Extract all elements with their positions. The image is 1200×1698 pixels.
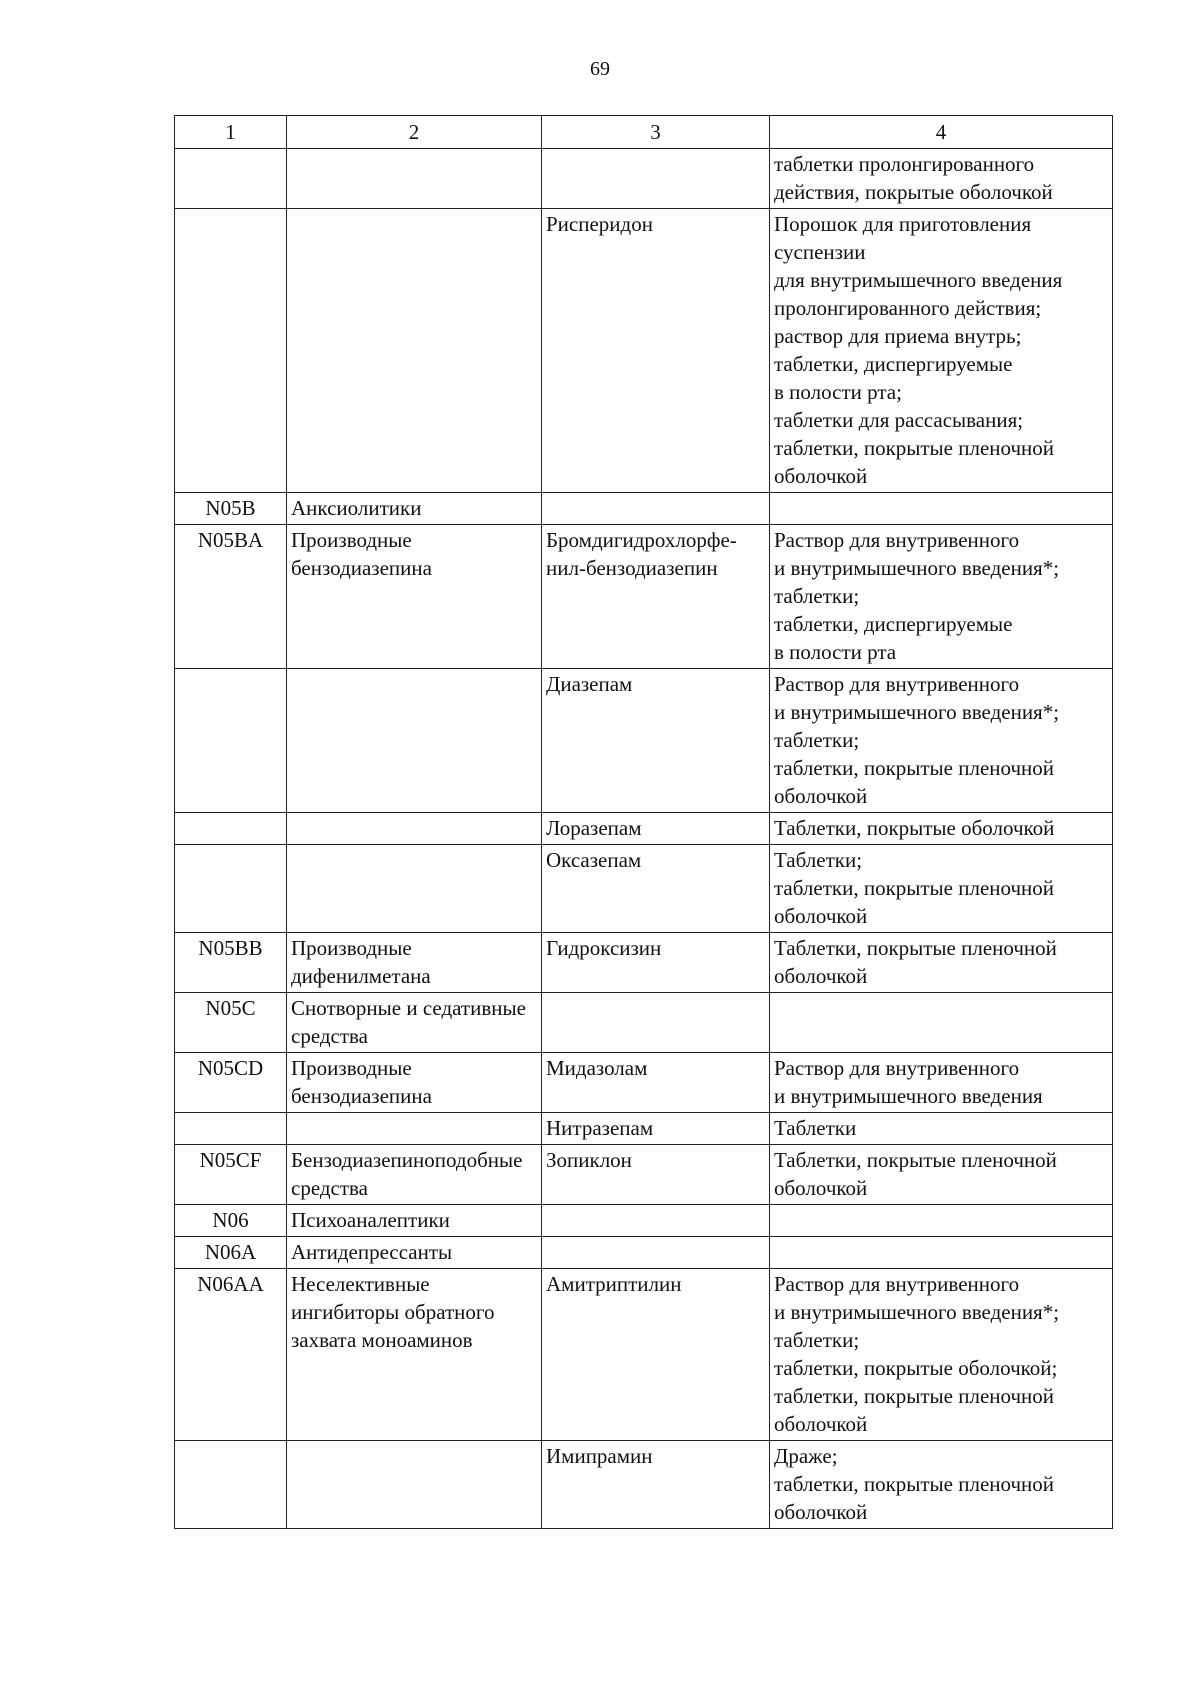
dosage-form-line: таблетки для рассасывания; [774, 408, 1024, 432]
group-name-cell [287, 1441, 542, 1529]
dosage-forms-cell [770, 493, 1113, 525]
dosage-form-line: для внутримышечного введения [774, 268, 1063, 292]
dosage-forms-cell [770, 1113, 1113, 1145]
atc-code-cell: N06A [175, 1237, 287, 1269]
group-name-cell [287, 209, 542, 493]
dosage-form-line: действия, покрытые оболочкой [774, 180, 1053, 204]
dosage-forms-cell [770, 669, 1113, 813]
substance-cell: Мидазолам [542, 1053, 770, 1113]
dosage-forms-cell [770, 845, 1113, 933]
atc-code-cell: N05CD [175, 1053, 287, 1113]
dosage-forms-cell [770, 209, 1113, 493]
page-number: 69 [590, 58, 610, 80]
dosage-form-line: Раствор для внутривенного [774, 1272, 1020, 1296]
dosage-form-line: таблетки, покрытые пленочной [774, 876, 1055, 900]
dosage-form-line: Раствор для внутривенного [774, 672, 1020, 696]
atc-code-cell [175, 1441, 287, 1529]
dosage-form-line: и внутримышечного введения*; [774, 556, 1060, 580]
atc-code-cell [175, 1113, 287, 1145]
table-row [175, 1269, 1113, 1441]
substance-cell: Амитриптилин [542, 1269, 770, 1441]
substance-cell: Оксазепам [542, 845, 770, 933]
dosage-form-line: в полости рта; [774, 380, 902, 404]
dosage-form-line: Таблетки, покрытые оболочкой [774, 816, 1055, 840]
group-name-cell [287, 845, 542, 933]
dosage-form-line: оболочкой [774, 784, 868, 808]
dosage-form-line: таблетки, покрытые оболочкой; [774, 1356, 1058, 1380]
table-row [175, 1237, 1113, 1269]
dosage-form-line: таблетки, покрытые пленочной [774, 1472, 1055, 1496]
atc-code-cell: N06 [175, 1205, 287, 1237]
dosage-form-line: оболочкой [774, 1500, 868, 1524]
group-name-cell [287, 1113, 542, 1145]
group-name-cell: Неселективные ингибиторы обратного захвата моноаминов [287, 1269, 542, 1441]
table-row [175, 149, 1113, 209]
table-row [175, 933, 1113, 993]
dosage-forms-cell [770, 1269, 1113, 1441]
table-row [175, 845, 1113, 933]
table-row [175, 813, 1113, 845]
dosage-form-line: таблетки; [774, 728, 860, 752]
dosage-forms-cell [770, 1205, 1113, 1237]
table-row [175, 493, 1113, 525]
table-body [175, 149, 1113, 1529]
table-header [175, 116, 1113, 149]
dosage-form-line: таблетки, покрытые пленочной [774, 756, 1055, 780]
dosage-form-line: Драже; [774, 1444, 838, 1468]
dosage-form-line: Таблетки, покрытые пленочной [774, 1148, 1057, 1172]
table-row [175, 1205, 1113, 1237]
dosage-form-line: раствор для приема внутрь; [774, 324, 1022, 348]
atc-code-cell [175, 845, 287, 933]
atc-code-cell [175, 813, 287, 845]
substance-cell [542, 993, 770, 1053]
dosage-form-line: Таблетки; [774, 848, 863, 872]
table-row [175, 993, 1113, 1053]
group-name-cell [287, 669, 542, 813]
table-row [175, 1053, 1113, 1113]
group-name-cell: Производные бензодиазепина [287, 525, 542, 669]
group-name-cell: Психоаналептики [287, 1205, 542, 1237]
header-col-4: 4 [770, 116, 1113, 149]
table-row [175, 669, 1113, 813]
dosage-form-line: и внутримышечного введения*; [774, 1300, 1060, 1324]
header-row [175, 116, 1113, 149]
dosage-forms-cell [770, 525, 1113, 669]
atc-code-cell [175, 209, 287, 493]
dosage-form-line: и внутримышечного введения*; [774, 700, 1060, 724]
substance-cell: Лоразепам [542, 813, 770, 845]
dosage-form-line: таблетки; [774, 584, 860, 608]
atc-code-cell: N06AA [175, 1269, 287, 1441]
dosage-form-line: таблетки, диспергируемые [774, 612, 1013, 636]
dosage-form-line: Порошок для приготовления [774, 212, 1032, 236]
substance-cell: Рисперидон [542, 209, 770, 493]
dosage-form-line: оболочкой [774, 964, 868, 988]
group-name-cell [287, 149, 542, 209]
atc-code-cell: N05CF [175, 1145, 287, 1205]
header-col-1: 1 [175, 116, 287, 149]
dosage-form-line: Раствор для внутривенного [774, 1056, 1020, 1080]
group-name-cell: Бензодиазепиноподобные средства [287, 1145, 542, 1205]
dosage-forms-cell [770, 1053, 1113, 1113]
dosage-form-line: оболочкой [774, 1176, 868, 1200]
group-name-cell: Снотворные и седативные средства [287, 993, 542, 1053]
dosage-form-line: пролонгированного действия; [774, 296, 1042, 320]
atc-code-cell: N05B [175, 493, 287, 525]
group-name-cell: Антидепрессанты [287, 1237, 542, 1269]
dosage-forms-cell [770, 149, 1113, 209]
dosage-form-line: Раствор для внутривенного [774, 528, 1020, 552]
table-row [175, 525, 1113, 669]
dosage-form-line: оболочкой [774, 464, 868, 488]
header-col-3: 3 [542, 116, 770, 149]
dosage-form-line: таблетки; [774, 1328, 860, 1352]
atc-code-cell: N05BB [175, 933, 287, 993]
dosage-form-line: и внутримышечного введения [774, 1084, 1043, 1108]
dosage-forms-cell [770, 813, 1113, 845]
atc-code-cell: N05BA [175, 525, 287, 669]
substance-cell: Зопиклон [542, 1145, 770, 1205]
substance-cell: Диазепам [542, 669, 770, 813]
dosage-form-line: таблетки, диспергируемые [774, 352, 1013, 376]
atc-code-cell: N05C [175, 993, 287, 1053]
dosage-forms-cell [770, 1441, 1113, 1529]
dosage-form-line: оболочкой [774, 904, 868, 928]
dosage-form-line: оболочкой [774, 1412, 868, 1436]
dosage-forms-cell [770, 993, 1113, 1053]
substance-cell: Гидроксизин [542, 933, 770, 993]
substance-cell: Имипрамин [542, 1441, 770, 1529]
substance-cell [542, 1205, 770, 1237]
substance-cell: Нитразепам [542, 1113, 770, 1145]
dosage-form-line: суспензии [774, 240, 866, 264]
substance-cell [542, 149, 770, 209]
header-col-2: 2 [287, 116, 542, 149]
atc-code-cell [175, 149, 287, 209]
table-row [175, 209, 1113, 493]
dosage-form-line: таблетки пролонгированного [774, 152, 1035, 176]
dosage-form-line: Таблетки [774, 1116, 857, 1140]
substance-cell [542, 493, 770, 525]
dosage-form-line: Таблетки, покрытые пленочной [774, 936, 1057, 960]
group-name-cell: Производные бензодиазепина [287, 1053, 542, 1113]
table-row [175, 1113, 1113, 1145]
dosage-forms-cell [770, 1237, 1113, 1269]
table-row [175, 1441, 1113, 1529]
substance-cell: Бромдигидрохлорфе-нил-бензодиазепин [542, 525, 770, 669]
table-row [175, 1145, 1113, 1205]
group-name-cell [287, 813, 542, 845]
dosage-form-line: таблетки, покрытые пленочной [774, 1384, 1055, 1408]
dosage-form-line: таблетки, покрытые пленочной [774, 436, 1055, 460]
group-name-cell: Анксиолитики [287, 493, 542, 525]
drug-table [174, 115, 1113, 1529]
dosage-form-line: в полости рта [774, 640, 897, 664]
dosage-forms-cell [770, 1145, 1113, 1205]
substance-cell [542, 1237, 770, 1269]
group-name-cell: Производные дифенилметана [287, 933, 542, 993]
atc-code-cell [175, 669, 287, 813]
dosage-forms-cell [770, 933, 1113, 993]
